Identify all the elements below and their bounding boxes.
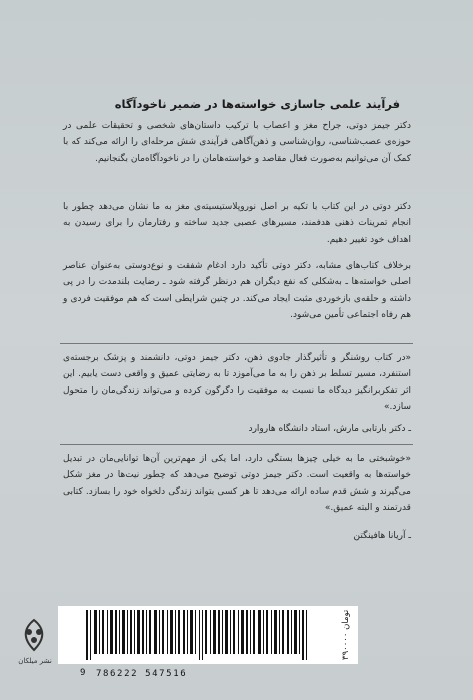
isbn-lead-digit: 9 — [80, 668, 86, 678]
separator-line — [60, 444, 413, 445]
quote-1-author: ـ دکتر بارتابی مارش، استاد دانشگاه هاروارد — [248, 424, 411, 434]
description-paragraph-2: دکتر دوتی در این کتاب با تکیه بر اصل نوروپلاستیسیته‌ی مغز به ما نشان می‌دهد چطور با انجام تمرینات ذهنی هدفمند، مسیرهای عصبی جدید ساخته و رفتارمان را برای رسیدن به اهداف خود تغییر دهیم. — [63, 202, 411, 245]
separator-line — [60, 343, 413, 344]
barcode-bars — [86, 610, 356, 660]
publisher-logo-icon — [18, 618, 50, 652]
quote-2-author: ـ آریانا هافینگتن — [353, 531, 411, 541]
cover-title: فرآیند علمی جاسازی خواسته‌ها در ضمیر ناخودآگاه — [114, 97, 400, 111]
description-paragraph-1: دکتر جیمز دوتی، جراح مغز و اعصاب با ترکیب داستان‌های شخصی و تحقیقات علمی در حوزه‌ی عصب‌شناسی، روان‌شناسی و ذهن‌آگاهی فرآیندی شش مرحله‌ای را ارائه می‌کند که با کمک آن می‌توانیم به‌صورت فعال مقاصد و خواسته‌هامان را در ناخودآگاه‌مان بگنجانیم. — [63, 121, 411, 164]
quote-1-text: «در کتاب روشنگر و تأثیرگذار جادوی ذهن، دکتر جیمز دوتی، دانشمند و پزشک برجسته‌ی استنفرد، مسیر تسلط بر ذهن را به ما می‌آموزد تا به رضایتی عمیق و واقعی دست یابیم. این اثر تفکربرانگیز دیدگاه ما نسبت به موفقیت را دگرگون کرده و می‌تواند زندگی‌مان را متحول سازد.» — [63, 353, 411, 413]
barcode — [58, 606, 358, 664]
quote-2-text: «خوشبختی ما به خیلی چیزها بستگی دارد، اما یکی از مهم‌ترین آن‌ها توانایی‌مان در تبدیل خواسته‌ها به واقعیت است. دکتر جیمز دوتی توضیح می‌دهد که چطور نیت‌ها در مغز شکل می‌گیرند و شش قدم ساده ارائه می‌دهد تا هر کسی بتواند زندگی دلخواه خود را بسازد. کتابی قدرتمند و البته عمیق.» — [63, 454, 411, 514]
price-label: ۳۹۰۰۰۰ تومان — [341, 609, 351, 660]
description-paragraph-3: برخلاف کتاب‌های مشابه، دکتر دوتی تأکید دارد ادغام شفقت و نوع‌دوستی به‌عنوان عناصر اصلی خواسته‌ها ـ به‌شکلی که نفع دیگران هم درنظر گرفته شود ـ رضایت بلندمدت را در پی داشته و حلقه‌ی بازخوردی مثبت ایجاد می‌کند. در چنین شرایطی است که هم موفقیت فردی و هم رفاه اجتماعی تأمین می‌شود. — [63, 261, 411, 321]
isbn-digits: 786222 547516 — [96, 669, 188, 679]
publisher-name: نشر میلکان — [18, 657, 52, 665]
